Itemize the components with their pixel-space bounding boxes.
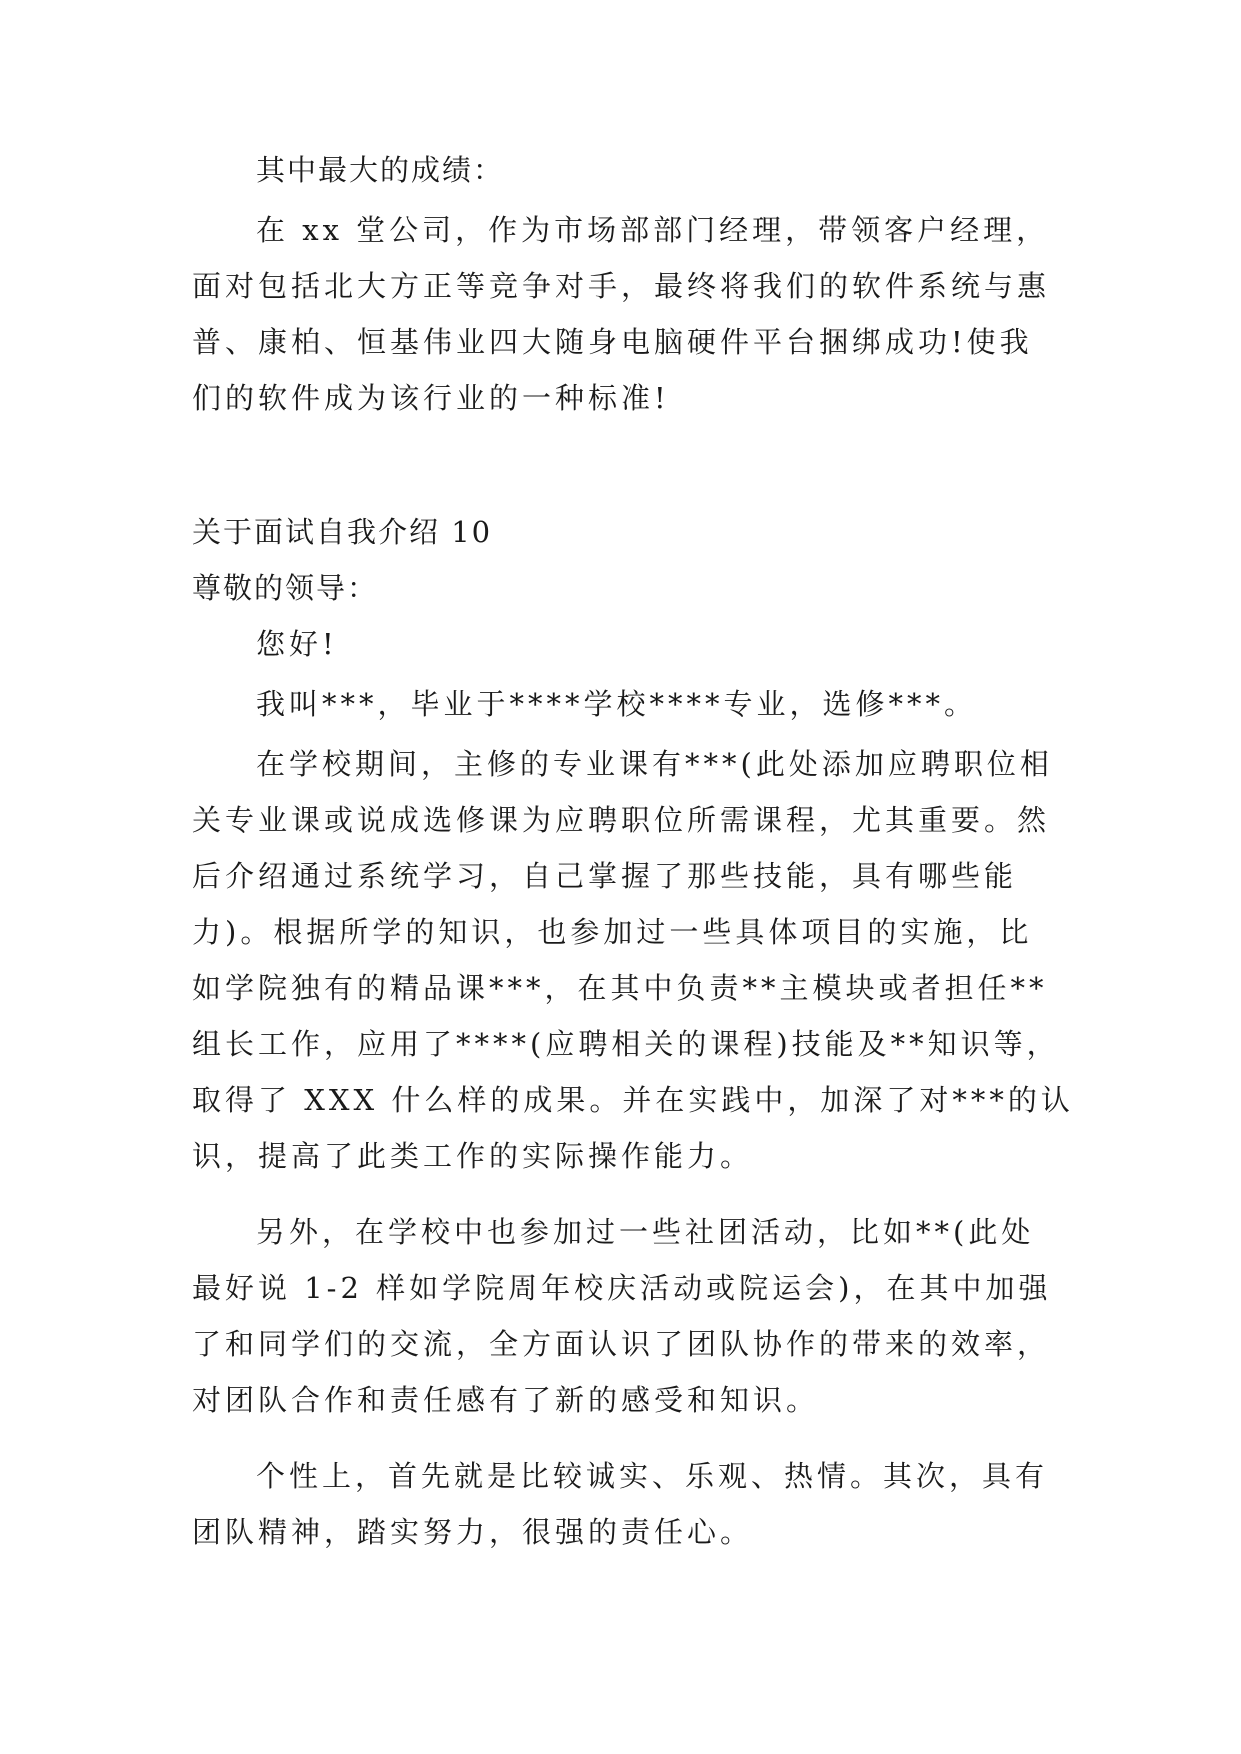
achievement-line-4: 们的软件成为该行业的一种标准! — [192, 381, 670, 415]
study-paragraph-line-8: 识，提高了此类工作的实际操作能力。 — [192, 1139, 754, 1173]
study-paragraph-line-7: 取得了 XXX 什么样的成果。并在实践中，加深了对***的认 — [192, 1083, 1074, 1117]
study-paragraph-line-1: 在学校期间，主修的专业课有***(此处添加应聘职位相 — [256, 747, 1053, 781]
personality-paragraph-line-1: 个性上，首先就是比较诚实、乐观、热情。其次，具有 — [256, 1459, 1049, 1493]
achievement-line-1: 在 xx 堂公司，作为市场部部门经理，带领客户经理， — [256, 213, 1050, 247]
greeting: 您好! — [256, 627, 338, 661]
study-paragraph-line-5: 如学院独有的精品课***，在其中负责**主模块或者担任** — [192, 971, 1048, 1005]
study-paragraph-line-3: 后介绍通过系统学习，自己掌握了那些技能，具有哪些能 — [192, 859, 1018, 893]
study-paragraph-line-2: 关专业课或说成选修课为应聘职位所需课程，尤其重要。然 — [192, 803, 1051, 837]
activities-paragraph-line-1: 另外，在学校中也参加过一些社团活动，比如**(此处 — [256, 1215, 1035, 1249]
intro-line: 我叫***，毕业于****学校****专业，选修***。 — [256, 687, 978, 721]
section-title: 关于面试自我介绍 10 — [192, 515, 493, 549]
activities-paragraph-line-2: 最好说 1-2 样如学院周年校庆活动或院运会)，在其中加强 — [192, 1271, 1052, 1305]
salutation: 尊敬的领导： — [192, 571, 379, 605]
achievement-line-3: 普、康柏、恒基伟业四大随身电脑硬件平台捆绑成功!使我 — [192, 325, 1033, 359]
study-paragraph-line-6: 组长工作，应用了****(应聘相关的课程)技能及**知识等， — [192, 1027, 1060, 1061]
activities-paragraph-line-4: 对团队合作和责任感有了新的感受和知识。 — [192, 1383, 820, 1417]
activities-paragraph-line-3: 了和同学们的交流，全方面认识了团队协作的带来的效率， — [192, 1327, 1051, 1361]
study-paragraph-line-4: 力)。根据所学的知识，也参加过一些具体项目的实施，比 — [192, 915, 1033, 949]
achievement-line-2: 面对包括北大方正等竞争对手，最终将我们的软件系统与惠 — [192, 269, 1051, 303]
personality-paragraph-line-2: 团队精神，踏实努力，很强的责任心。 — [192, 1515, 754, 1549]
achievement-heading: 其中最大的成绩： — [256, 153, 505, 187]
